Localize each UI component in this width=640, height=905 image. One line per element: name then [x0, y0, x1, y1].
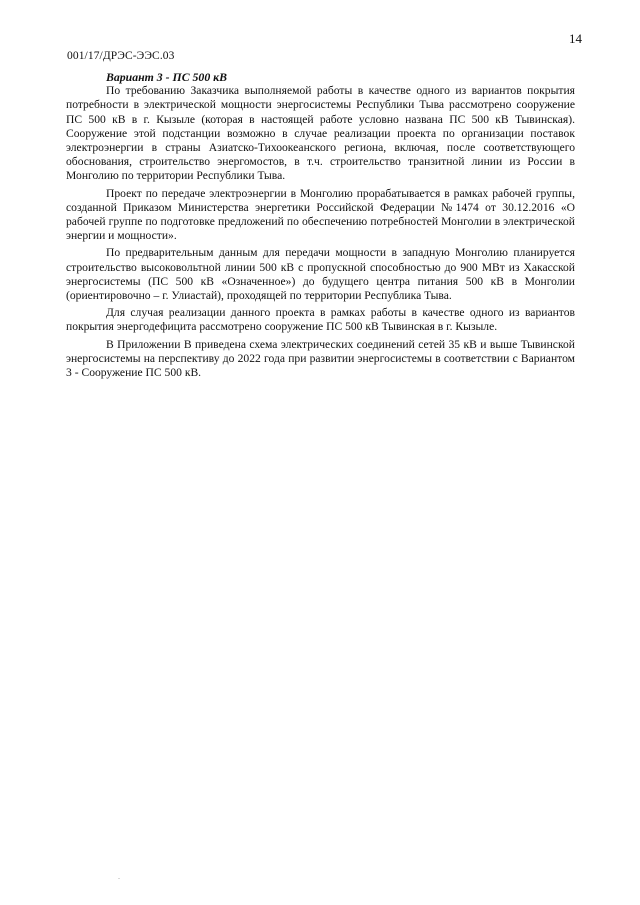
paragraph-3: По предварительным данным для передачи мощности в западную Монголию планируется строительство высоковольтной линии 500 кВ с пропускной способностью до 900 МВт из Хакасской энергосистемы (ПС 500 кВ «Означенное») до будущего центра питания 500 кВ в Монголии (ориентировочно – г. Улиастай), проходящей по территории Республика Тыва.: [66, 246, 575, 303]
section-heading: Вариант 3 - ПС 500 кВ: [106, 70, 228, 84]
page-number: 14: [569, 31, 582, 46]
paragraph-2: Проект по передаче электроэнергии в Монголию прорабатывается в рамках рабочей группы, созданной Приказом Министерства энергетики Российской Федерации №1474 от 30.12.2016 «О рабочей группе по подготовке предложений по обеспечению потребностей Монголии в электрической энергии и мощности».: [66, 186, 575, 243]
footer-mark: -: [118, 876, 120, 882]
document-code: 001/17/ДРЭС-ЭЭС.03: [67, 50, 175, 62]
section-body: [66, 70, 575, 380]
paragraph-1: По требованию Заказчика выполняемой работы в качестве одного из вариантов покрытия потребности в электрической мощности энергосистемы Республики Тыва рассмотрено сооружение ПС 500 кВ в г. Кызыле (которая в настоящей работе условно названа ПС 500 кВ Тывинская). Сооружение этой подстанции возможно в случае реализации проекта по организации поставок электроэнергии в страны Азиатско-Тихоокеанского региона, включая, после соответствующего обоснования, строительство энергомостов, в т.ч. строительство транзитной линии из России в Монголию по территории Республики Тыва.: [66, 84, 575, 183]
paragraph-5: В Приложении В приведена схема электрических соединений сетей 35 кВ и выше Тывинской энергосистемы на перспективу до 2022 года при развитии энергосистемы в соответствии с Вариантом 3 - Сооружение ПС 500 кВ.: [66, 337, 575, 380]
paragraph-4: Для случая реализации данного проекта в рамках работы в качестве одного из вариантов покрытия энергодефицита рассмотрено сооружение ПС 500 кВ Тывинская в г. Кызыле.: [66, 306, 575, 334]
